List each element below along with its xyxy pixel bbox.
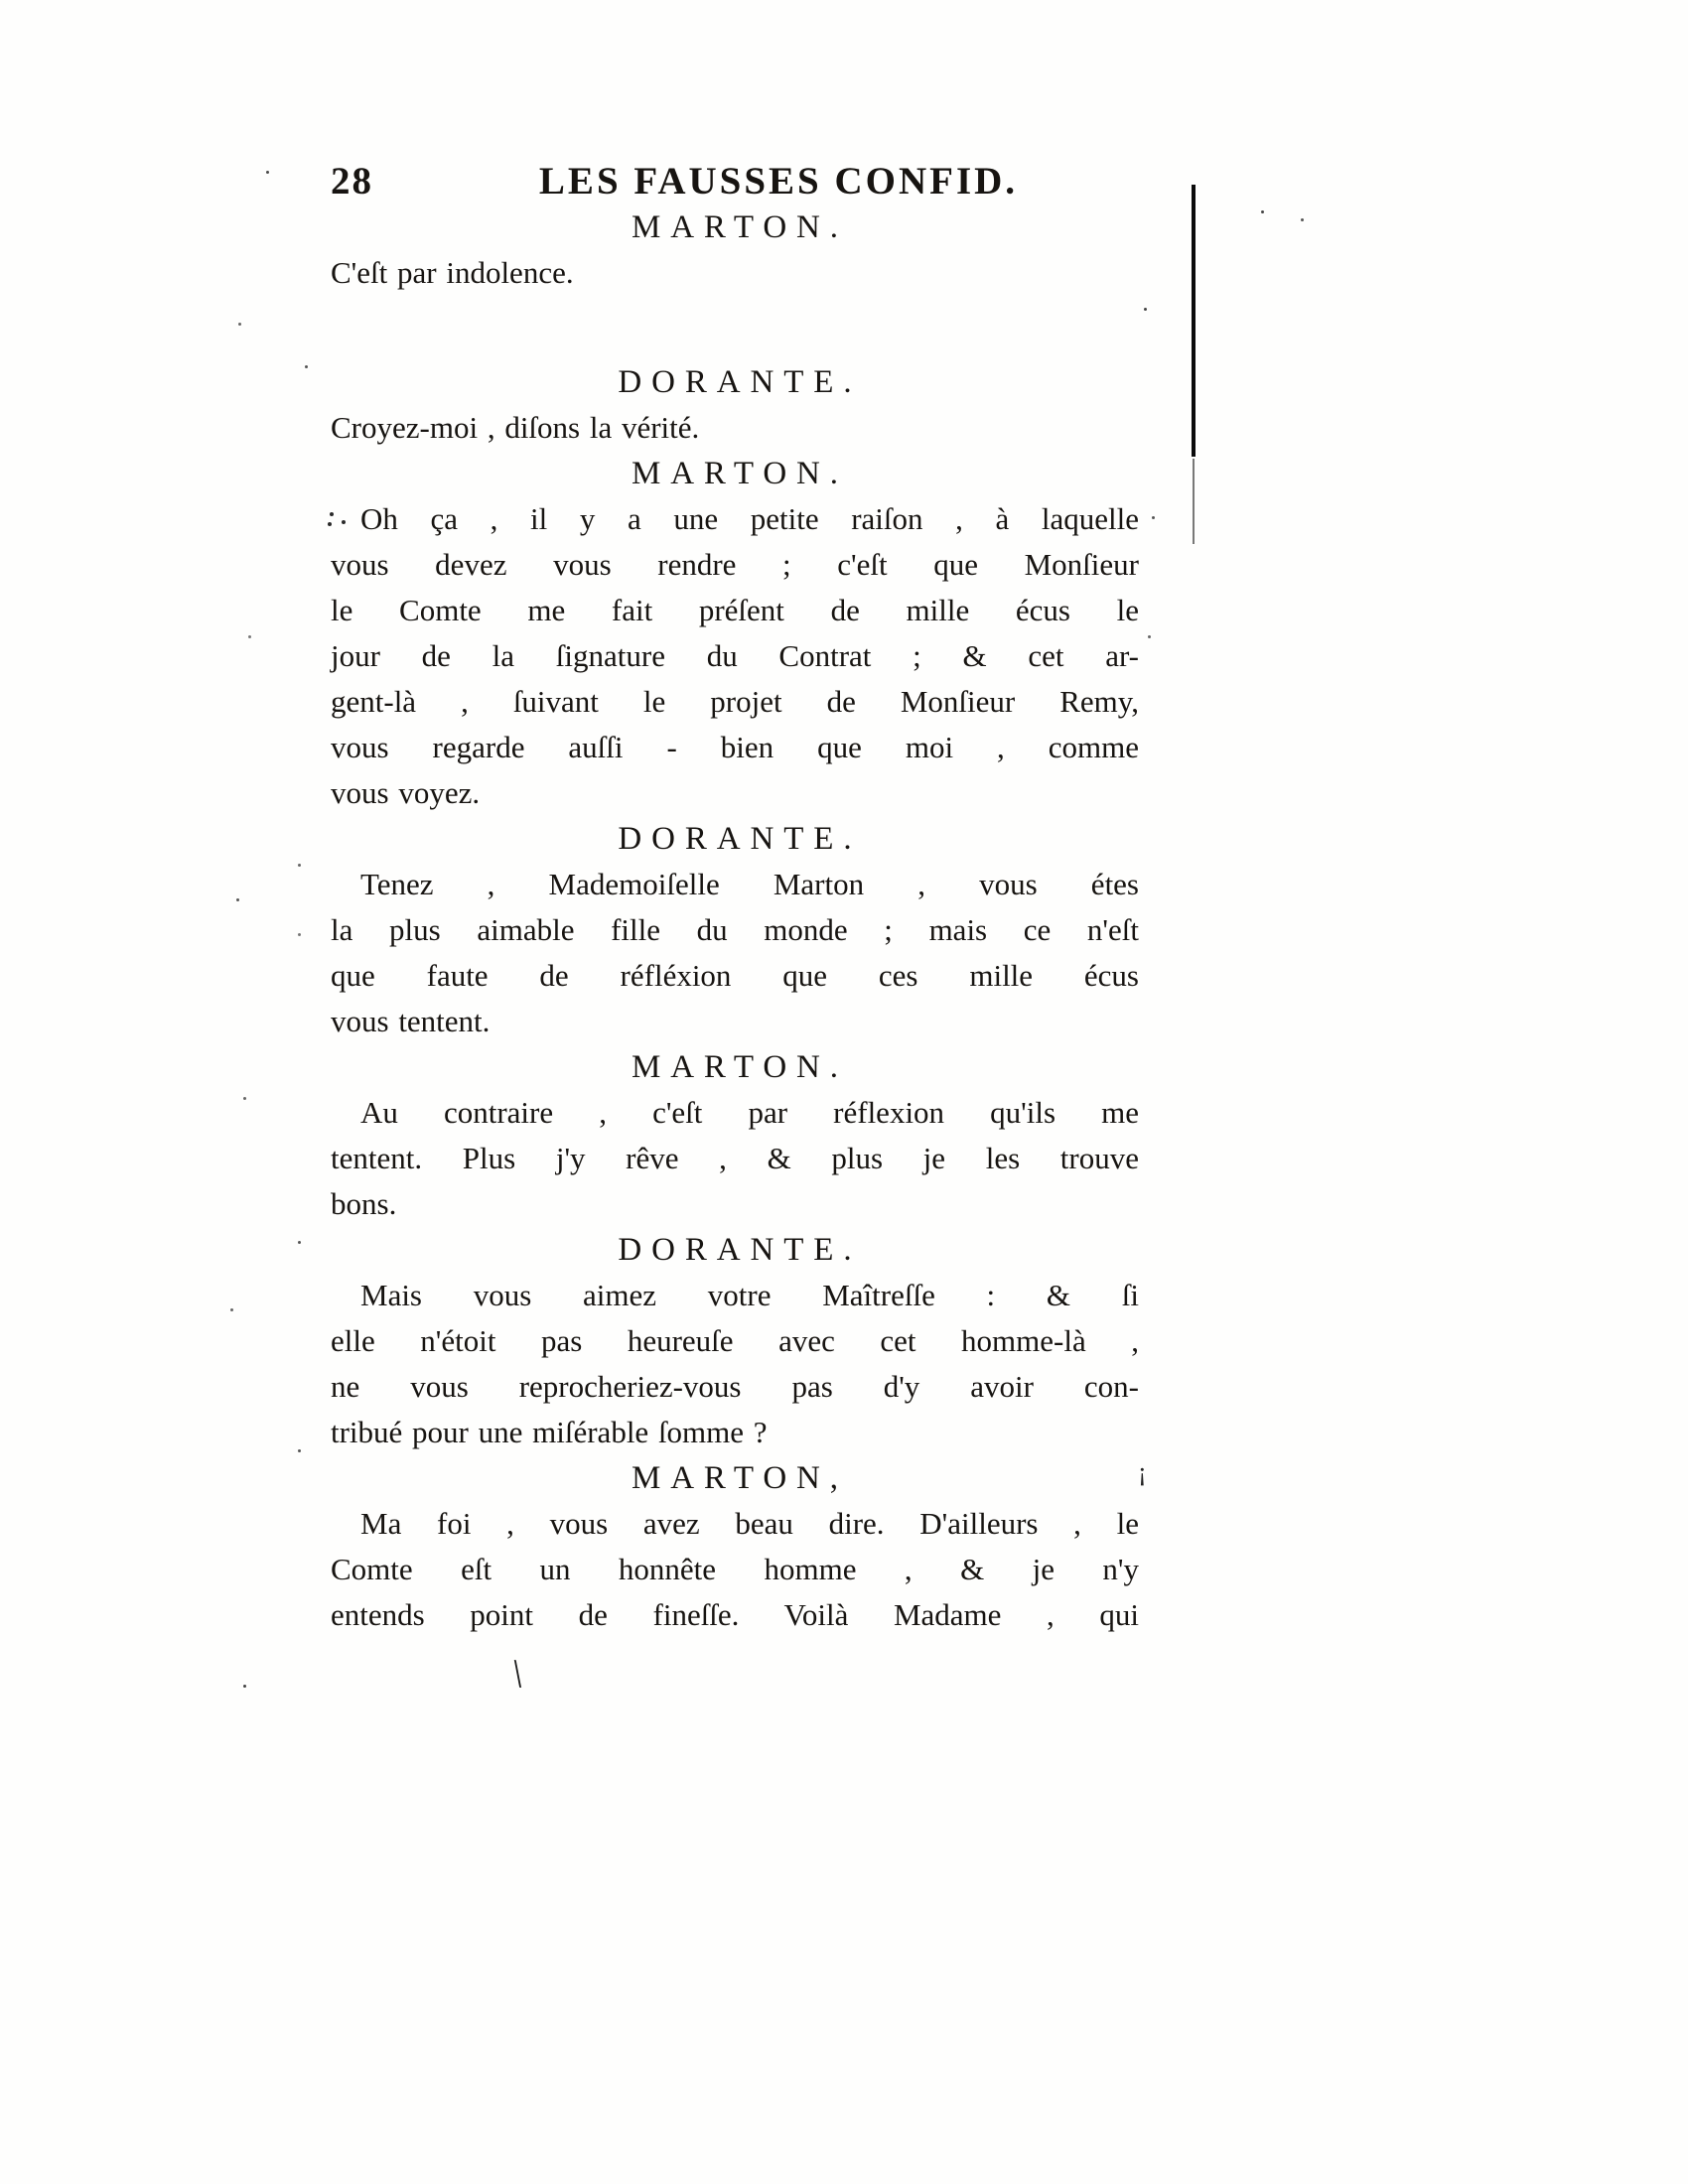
dialogue-line: Ma foi , vous avez beau dire. D'ailleurs , le <box>360 1506 1139 1541</box>
running-title: LES FAUSSES CONFID. <box>538 160 1019 203</box>
dialogue-line: jour de la ſignature du Contrat ; & cet ar- <box>331 638 1139 673</box>
dialogue-line: tribué pour une miſérable ſomme ? <box>331 1415 768 1449</box>
dialogue-line: vous devez vous rendre ; c'eſt que Monſieur <box>331 547 1139 582</box>
text-block <box>331 159 1139 1638</box>
speaker-heading: MARTON, <box>631 1460 848 1496</box>
speaker-heading: DORANTE. <box>618 821 862 857</box>
dialogue-line: gent-là , ſuivant le projet de Monſieur Remy, <box>331 684 1139 719</box>
dialogue-line: vous voyez. <box>331 775 481 810</box>
speech-block <box>331 205 1139 296</box>
speech-block <box>331 1227 1139 1455</box>
dialogue-line: Croyez-moi , diſons la vérité. <box>331 410 700 445</box>
dialogue-line: Tenez , Mademoiſelle Marton , vous étes <box>360 867 1139 901</box>
page-number: 28 <box>331 160 373 203</box>
dialogue-line: tentent. Plus j'y rêve , & plus je les trouve <box>331 1141 1139 1175</box>
speech-block <box>331 1455 1139 1638</box>
speaker-heading: MARTON. <box>631 209 848 245</box>
dialogue-line: C'eſt par indolence. <box>331 255 574 290</box>
speaker-heading: DORANTE. <box>618 364 862 400</box>
dialogue-line: le Comte me fait préſent de mille écus le <box>331 593 1139 627</box>
speaker-heading: DORANTE. <box>618 1232 862 1268</box>
speaker-heading: MARTON. <box>631 1049 848 1085</box>
dialogue-line: elle n'étoit pas heureuſe avec cet homme-là , <box>331 1323 1139 1358</box>
running-header <box>331 159 1139 205</box>
dialogue-line: vous tentent. <box>331 1004 491 1038</box>
dialogue-line: bons. <box>331 1186 397 1221</box>
dialogue-line: Au contraire , c'eſt par réflexion qu'ils me <box>360 1095 1139 1130</box>
speech-block <box>331 1044 1139 1227</box>
speaker-heading: MARTON. <box>631 456 848 491</box>
dialogue-line: la plus aimable fille du monde ; mais ce n'eſt <box>331 912 1139 947</box>
ink-mark-right-margin: ¡ <box>1138 1457 1147 1486</box>
speech-block <box>331 816 1139 1044</box>
speech-block <box>331 359 1139 451</box>
dialogue-line: entends point de fineſſe. Voilà Madame , qui <box>331 1597 1139 1632</box>
scan-edge-line <box>1192 185 1196 457</box>
pen-stroke-mark: \ <box>508 1650 527 1697</box>
scan-edge-line-tail <box>1193 459 1195 544</box>
dialogue-line: que faute de réfléxion que ces mille écus <box>331 958 1139 993</box>
dialogue-line: vous regarde auſſi - bien que moi , comme <box>331 730 1139 764</box>
dialogue-line: Oh ça , il y a une petite raiſon , à laquelle <box>360 501 1139 536</box>
speech-block <box>331 451 1139 816</box>
dialogue-line: Mais vous aimez votre Maîtreſſe : & ſi <box>360 1278 1139 1312</box>
dialogue-line: Comte eſt un honnête homme , & je n'y <box>331 1552 1139 1586</box>
scan-speckles <box>266 171 269 174</box>
dialogue-line: ne vous reprocheriez-vous pas d'y avoir con- <box>331 1369 1139 1404</box>
